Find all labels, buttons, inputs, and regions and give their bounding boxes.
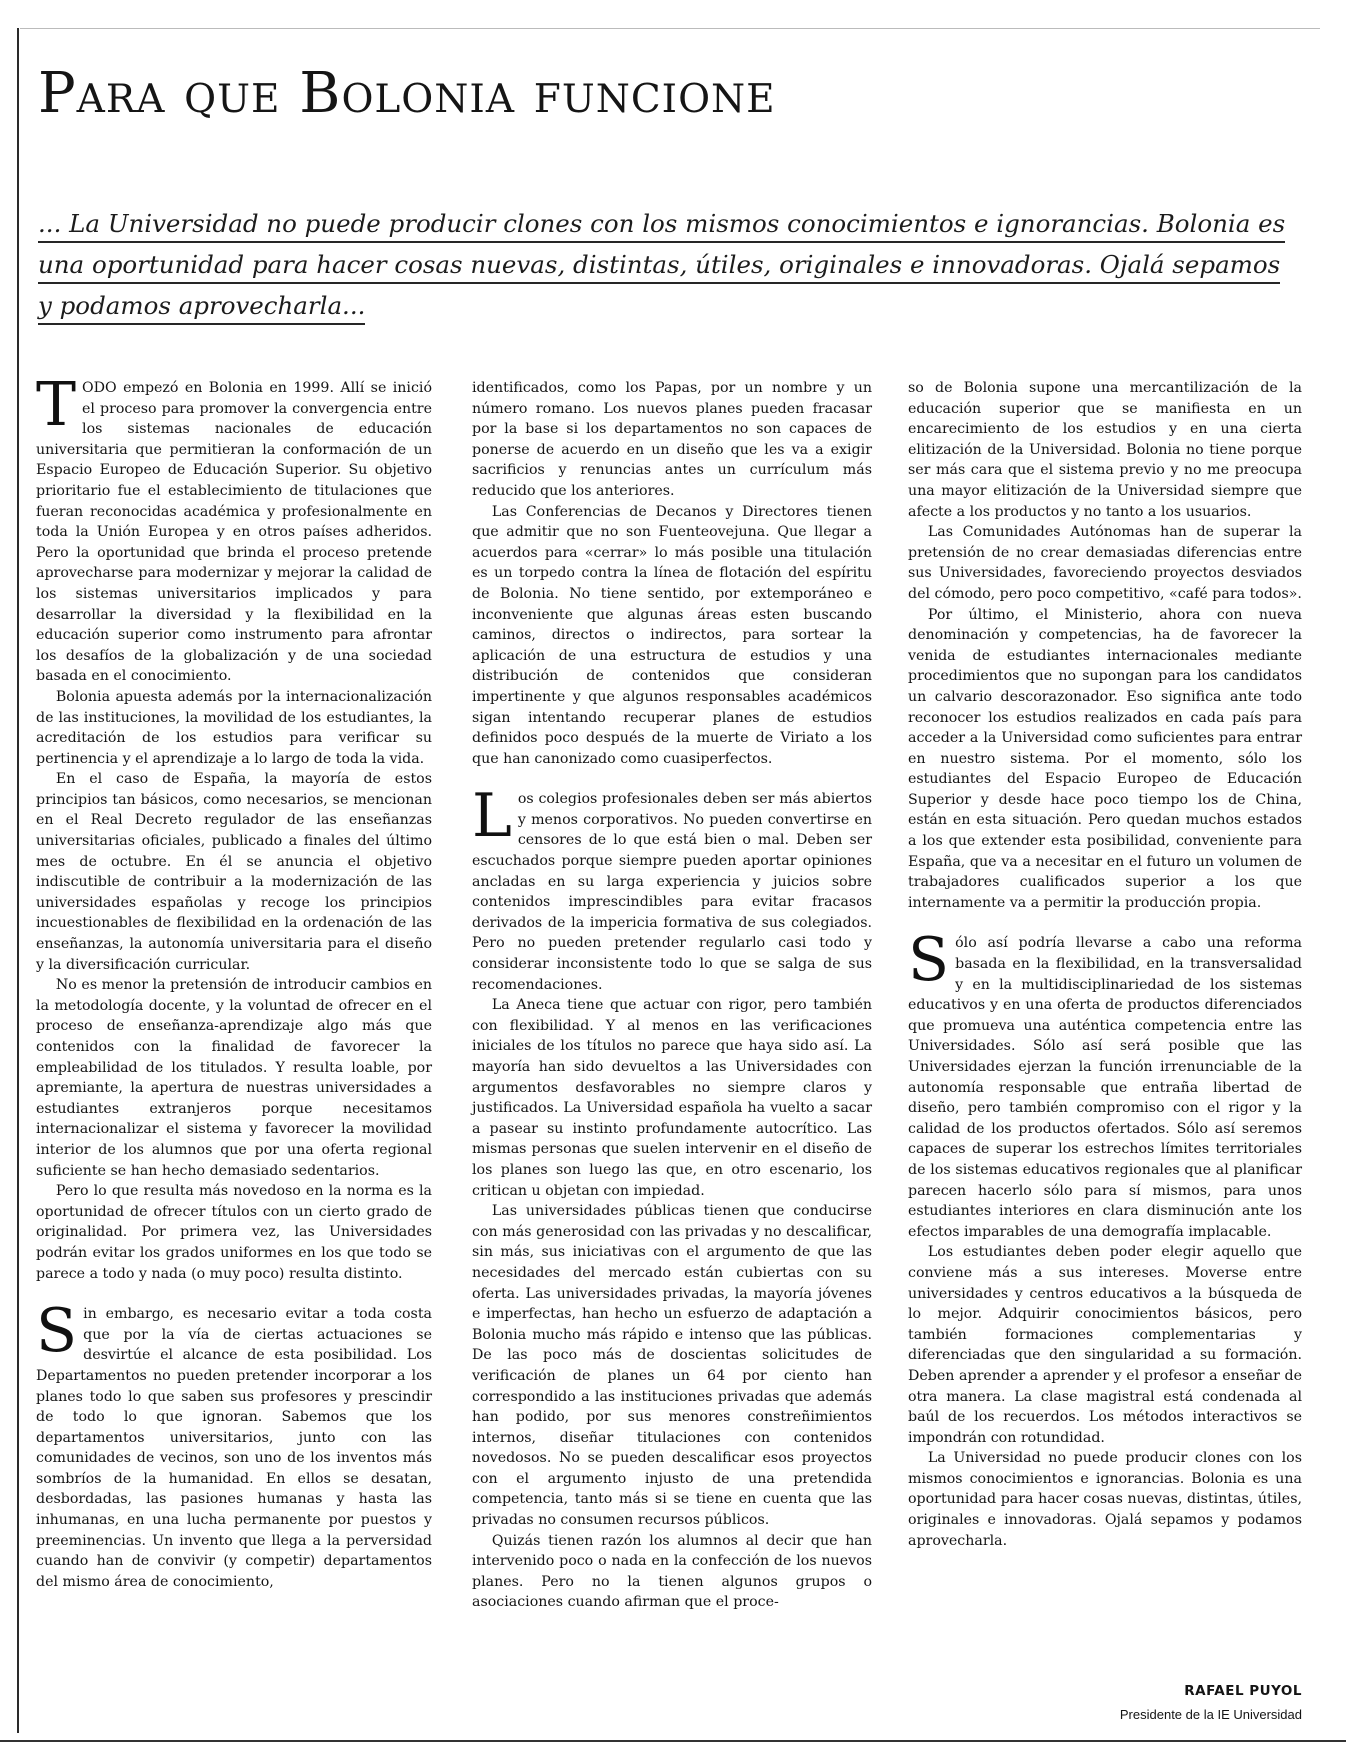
paragraph-text: La Aneca tiene que actuar con rigor, pero también con flexibilidad. Y al menos en las verificaciones iniciales de los títulos no parece que haya sido así. La mayoría han sido devueltos a las Universidades con argumentos desfavorables no siempre claros y justificados. La Universidad española ha vuelto a sacar a pasear su instinto profundamente autocrítico. Las mismas personas que suelen intervenir en el diseño de los planes son luego las que, en otro escenario, los critican u objetan con impiedad. (472, 997, 872, 1199)
lead-in: ODO (82, 380, 117, 396)
drop-cap: S (908, 925, 950, 996)
article-paragraph (36, 769, 432, 975)
article-paragraph (36, 370, 432, 687)
article-paragraph (472, 502, 872, 770)
paragraph-text: identificados, como los Papas, por un nombre y un número romano. Los nuevos planes pueden fracasar por la base si los departamentos no son capaces de ponerse de acuerdo en un diseño que les va a exigir sacrificios y renuncias antes un currículum más reducido que los anteriores. (472, 380, 872, 499)
article-paragraph (908, 378, 1302, 522)
paragraph-text: No es menor la pretensión de introducir cambios en la metodología docente, y la voluntad de ofrecer en el proceso de enseñanza-aprendizaje algo más que contenidos con la finalidad de favorecer la empleabilidad de los titulados. Y resulta loable, por apremiante, la apertura de nuestras universidades a estudiantes extranjeros porque necesitamos internacionalizar el sistema y favorecer la movilidad interior de los alumnos que por una oferta regional suficiente se han hecho demasiado sedentarios. (36, 977, 432, 1179)
paragraph-text: En el caso de España, la mayoría de estos principios tan básicos, como necesarios, se mencionan en el Real Decreto regulador de las enseñanzas universitarias oficiales, publicado a finales del último mes de octubre. En él se anuncia el objetivo indiscutible de contribuir a la modernización de las universidades españolas y recoge los principios incuestionables de flexibilidad en la ordenación de las enseñanzas, la autonomía universitaria para el diseño y la diversificación curricular. (36, 771, 432, 973)
paragraph-text: Quizás tienen razón los alumnos al decir que han intervenido poco o nada en la confección de los nuevos planes. Pero no la tienen algunos grupos o asociaciones cuando afirman que el proce- (472, 1532, 872, 1611)
left-border-rule (17, 28, 19, 1733)
paragraph-text: Las Comunidades Autónomas han de superar la pretensión de no crear demasiadas diferencias entre sus Universidades, favoreciendo proyectos desviados del cómodo, pero poco competitivo, «café para todos». (908, 524, 1302, 602)
article-paragraph (908, 1448, 1302, 1551)
paragraph-text: os colegios profesionales deben ser más abiertos y menos corporativos. No pueden convertirse en censores de lo que está bien o mal. Deben ser escuchados porque siempre pueden aportar opiniones ancladas en su larga experiencia y juicios sobre contenidos imprescindibles para evitar fracasos derivados de la impericia formativa de sus colegiados. Pero no pueden pretender regularlo casi todo y considerar inconsistente todo lo que se salga de sus recomendaciones. (472, 791, 872, 993)
drop-cap: T (36, 370, 77, 440)
paragraph-text: ólo así podría llevarse a cabo una reforma basada en la flexibilidad, en la transversalidad y en la multidisciplinariedad de los sistemas educativos y en una oferta de productos diferenciados que promueva una auténtica competencia entre las Universidades. Sólo así será posible que las Universidades ejerzan la función irrenunciable de la autonomía responsable que entraña libertad de diseño, pero también compromiso con el rigor y la calidad de los productos ofertados. Sólo así seremos capaces de superar los estrechos límites territoriales de los sistemas educativos regionales que al planificar parecen hacerlo sólo para sí mismos, para unos estudiantes interiores en clara disminución ante los efectos imparables de una demografía implacable. (908, 935, 1302, 1240)
article-paragraph (908, 605, 1302, 914)
paragraph-text: in embargo, es necesario evitar a toda costa que por la vía de ciertas actuaciones se desvirtúe el alcance de esta posibilidad. Los Departamentos no pueden pretender incorporar a los planes todo lo que saben sus profesores y prescindir de todo lo que ignoran. Sabemos que los departamentos universitarios, junto con las comunidades de vecinos, son uno de los inventos más sombríos de la humanidad. En ellos se desatan, desbordadas, las pasiones humanas y hasta las inhumanas, en una lucha permanente por puestos y preeminencias. Un invento que llega a la perversidad cuando han de convivir (y competir) departamentos del mismo área de conocimiento, (36, 1306, 432, 1590)
drop-cap: S (36, 1296, 78, 1367)
author-role: Presidente de la IE Universidad (1119, 1707, 1302, 1722)
article-dek (38, 203, 1288, 326)
top-rule (20, 28, 1320, 29)
article-paragraph (472, 995, 872, 1201)
paragraph-text: Bolonia apuesta además por la internacionalización de las instituciones, la movilidad de los estudiantes, la acreditación de los estudios para verificar su pertinencia y el aprendizaje a lo largo de toda la vida. (36, 688, 432, 767)
paragraph-text: Las Conferencias de Decanos y Directores tienen que admitir que no son Fuenteovejuna. Que llegar a acuerdos para «cerrar» lo más posible una titulación es un torpedo contra la línea de flotación del espíritu de Bolonia. No tiene sentido, por extemporáneo e inconveniente que algunas áreas esten buscando caminos, directos o indirectos, para sortear la aplicación de una estructura de estudios y una distribución de contenidos que consideran impertinente y que algunos responsables académicos sigan intentando recuperar planes de estudios definidos poco después de la muerte de Viriato a los que han canonizado como cuasiperfectos. (472, 503, 872, 767)
paragraph-text: so de Bolonia supone una mercantilización de la educación superior que se manifiesta en un encarecimiento de los estudios y en una cierta elitización de la Universidad. Bolonia no tiene porque ser más cara que el sistema previo y no me preocupa una mayor elitización de la Universidad siempre que afecte a los productos y no tanto a los usuarios. (908, 380, 1302, 520)
article-paragraph (472, 781, 872, 995)
article-paragraph (36, 687, 432, 769)
article-paragraph (472, 378, 872, 502)
bottom-rule (0, 1740, 1346, 1742)
author-name: RAFAEL PUYOL (1184, 1683, 1302, 1699)
article-paragraph (36, 1181, 432, 1284)
drop-cap: L (472, 781, 512, 852)
paragraph-text: empezó en Bolonia en 1999. Allí se inició el proceso para promover la convergencia entre los sistemas nacionales de educación universitaria que permitieran la conformación de un Espacio Europeo de Educación Superior. Su objetivo prioritario fue el establecimiento de titulaciones que fueran reconocidas académica y profesionalmente en toda la Unión Europea y en otros países adheridos. Pero la oportunidad que brinda el proceso pretende aprovecharse para modernizar y mejorar la calidad de los sistemas universitarios implicados y para desarrollar la diversidad y la flexibilidad en la educación superior como instrumento para afrontar los desafíos de la globalización y de una sociedad basada en el conocimiento. (36, 380, 432, 685)
article-paragraph (472, 1201, 872, 1531)
article-paragraph (472, 1531, 872, 1613)
article-paragraph (36, 1296, 432, 1592)
signature-block (1040, 1682, 1302, 1724)
article-paragraph (908, 1242, 1302, 1448)
column-2 (472, 378, 872, 1613)
paragraph-text: La Universidad no puede producir clones con los mismos conocimientos e ignorancias. Bolonia es una oportunidad para hacer cosas nuevas, distintas, útiles, originales e innovadoras. Ojalá sepamos y podamos aprovecharla. (908, 1450, 1302, 1549)
article-title: Para que Bolonia funcione (38, 61, 776, 126)
paragraph-text: Los estudiantes deben poder elegir aquello que conviene más a sus intereses. Moverse entre universidades y centros educativos a la búsqueda de lo mejor. Adquirir conocimientos básicos, pero también formaciones complementarias y diferenciadas que den singularidad a su formación. Deben aprender a aprender y el profesor a enseñar de otra manera. La clase magistral está condenada al baúl de los recuerdos. Los métodos interactivos se impondrán con rotundidad. (908, 1244, 1302, 1446)
dek-text: ... La Universidad no puede producir clones con los mismos conocimientos e ignorancias. Bolonia es una oportunidad para hacer cosas nuevas, distintas, útiles, originales e innovadoras. Ojalá sepamos y podamos aprovecharla... (38, 209, 1285, 325)
paragraph-text: Por último, el Ministerio, ahora con nueva denominación y competencias, ha de favorecer la venida de estudiantes internacionales mediante procedimientos que no supongan para los candidatos un calvario descorazonador. Eso significa ante todo reconocer los estudios realizados en cada país para acceder a la Universidad como suficientes para entrar en nuestro sistema. Por el momento, sólo los estudiantes del Espacio Europeo de Educación Superior y desde hace poco tiempo los de China, están en esta situación. Pero quedan muchos estados a los que extender esta posibilidad, conveniente para España, que va a necesitar en el futuro un volumen de trabajadores cualificados superior a los que internamente va a permitir la producción propia. (908, 606, 1302, 911)
column-1 (36, 370, 432, 1592)
article-paragraph (908, 522, 1302, 604)
article-paragraph (36, 975, 432, 1181)
paragraph-text: Pero lo que resulta más novedoso en la norma es la oportunidad de ofrecer títulos con un cierto grado de originalidad. Por primera vez, las Universidades podrán evitar los grados uniformes en los que todo se parece a todo y nada (o muy poco) resulta distinto. (36, 1183, 432, 1282)
column-3 (908, 378, 1302, 1551)
paragraph-text: Las universidades públicas tienen que conducirse con más generosidad con las privadas y no descalificar, sin más, sus iniciativas con el argumento de que las necesidades del mercado están cubiertas con su oferta. Las universidades privadas, la mayoría jóvenes e imperfectas, han hecho un esfuerzo de adaptación a Bolonia mucho más rápido e intenso que las públicas. De las poco más de doscientas solicitudes de verificación de planes un 64 por ciento han correspondido a las instituciones privadas que además han podido, por sus menores constreñimientos internos, diseñar titulaciones con contenidos novedosos. No se pueden descalificar esos proyectos con el argumento injusto de una pretendida competencia, tanto más si se tiene en cuenta que las privadas no consumen recursos públicos. (472, 1203, 872, 1529)
article-paragraph (908, 925, 1302, 1242)
